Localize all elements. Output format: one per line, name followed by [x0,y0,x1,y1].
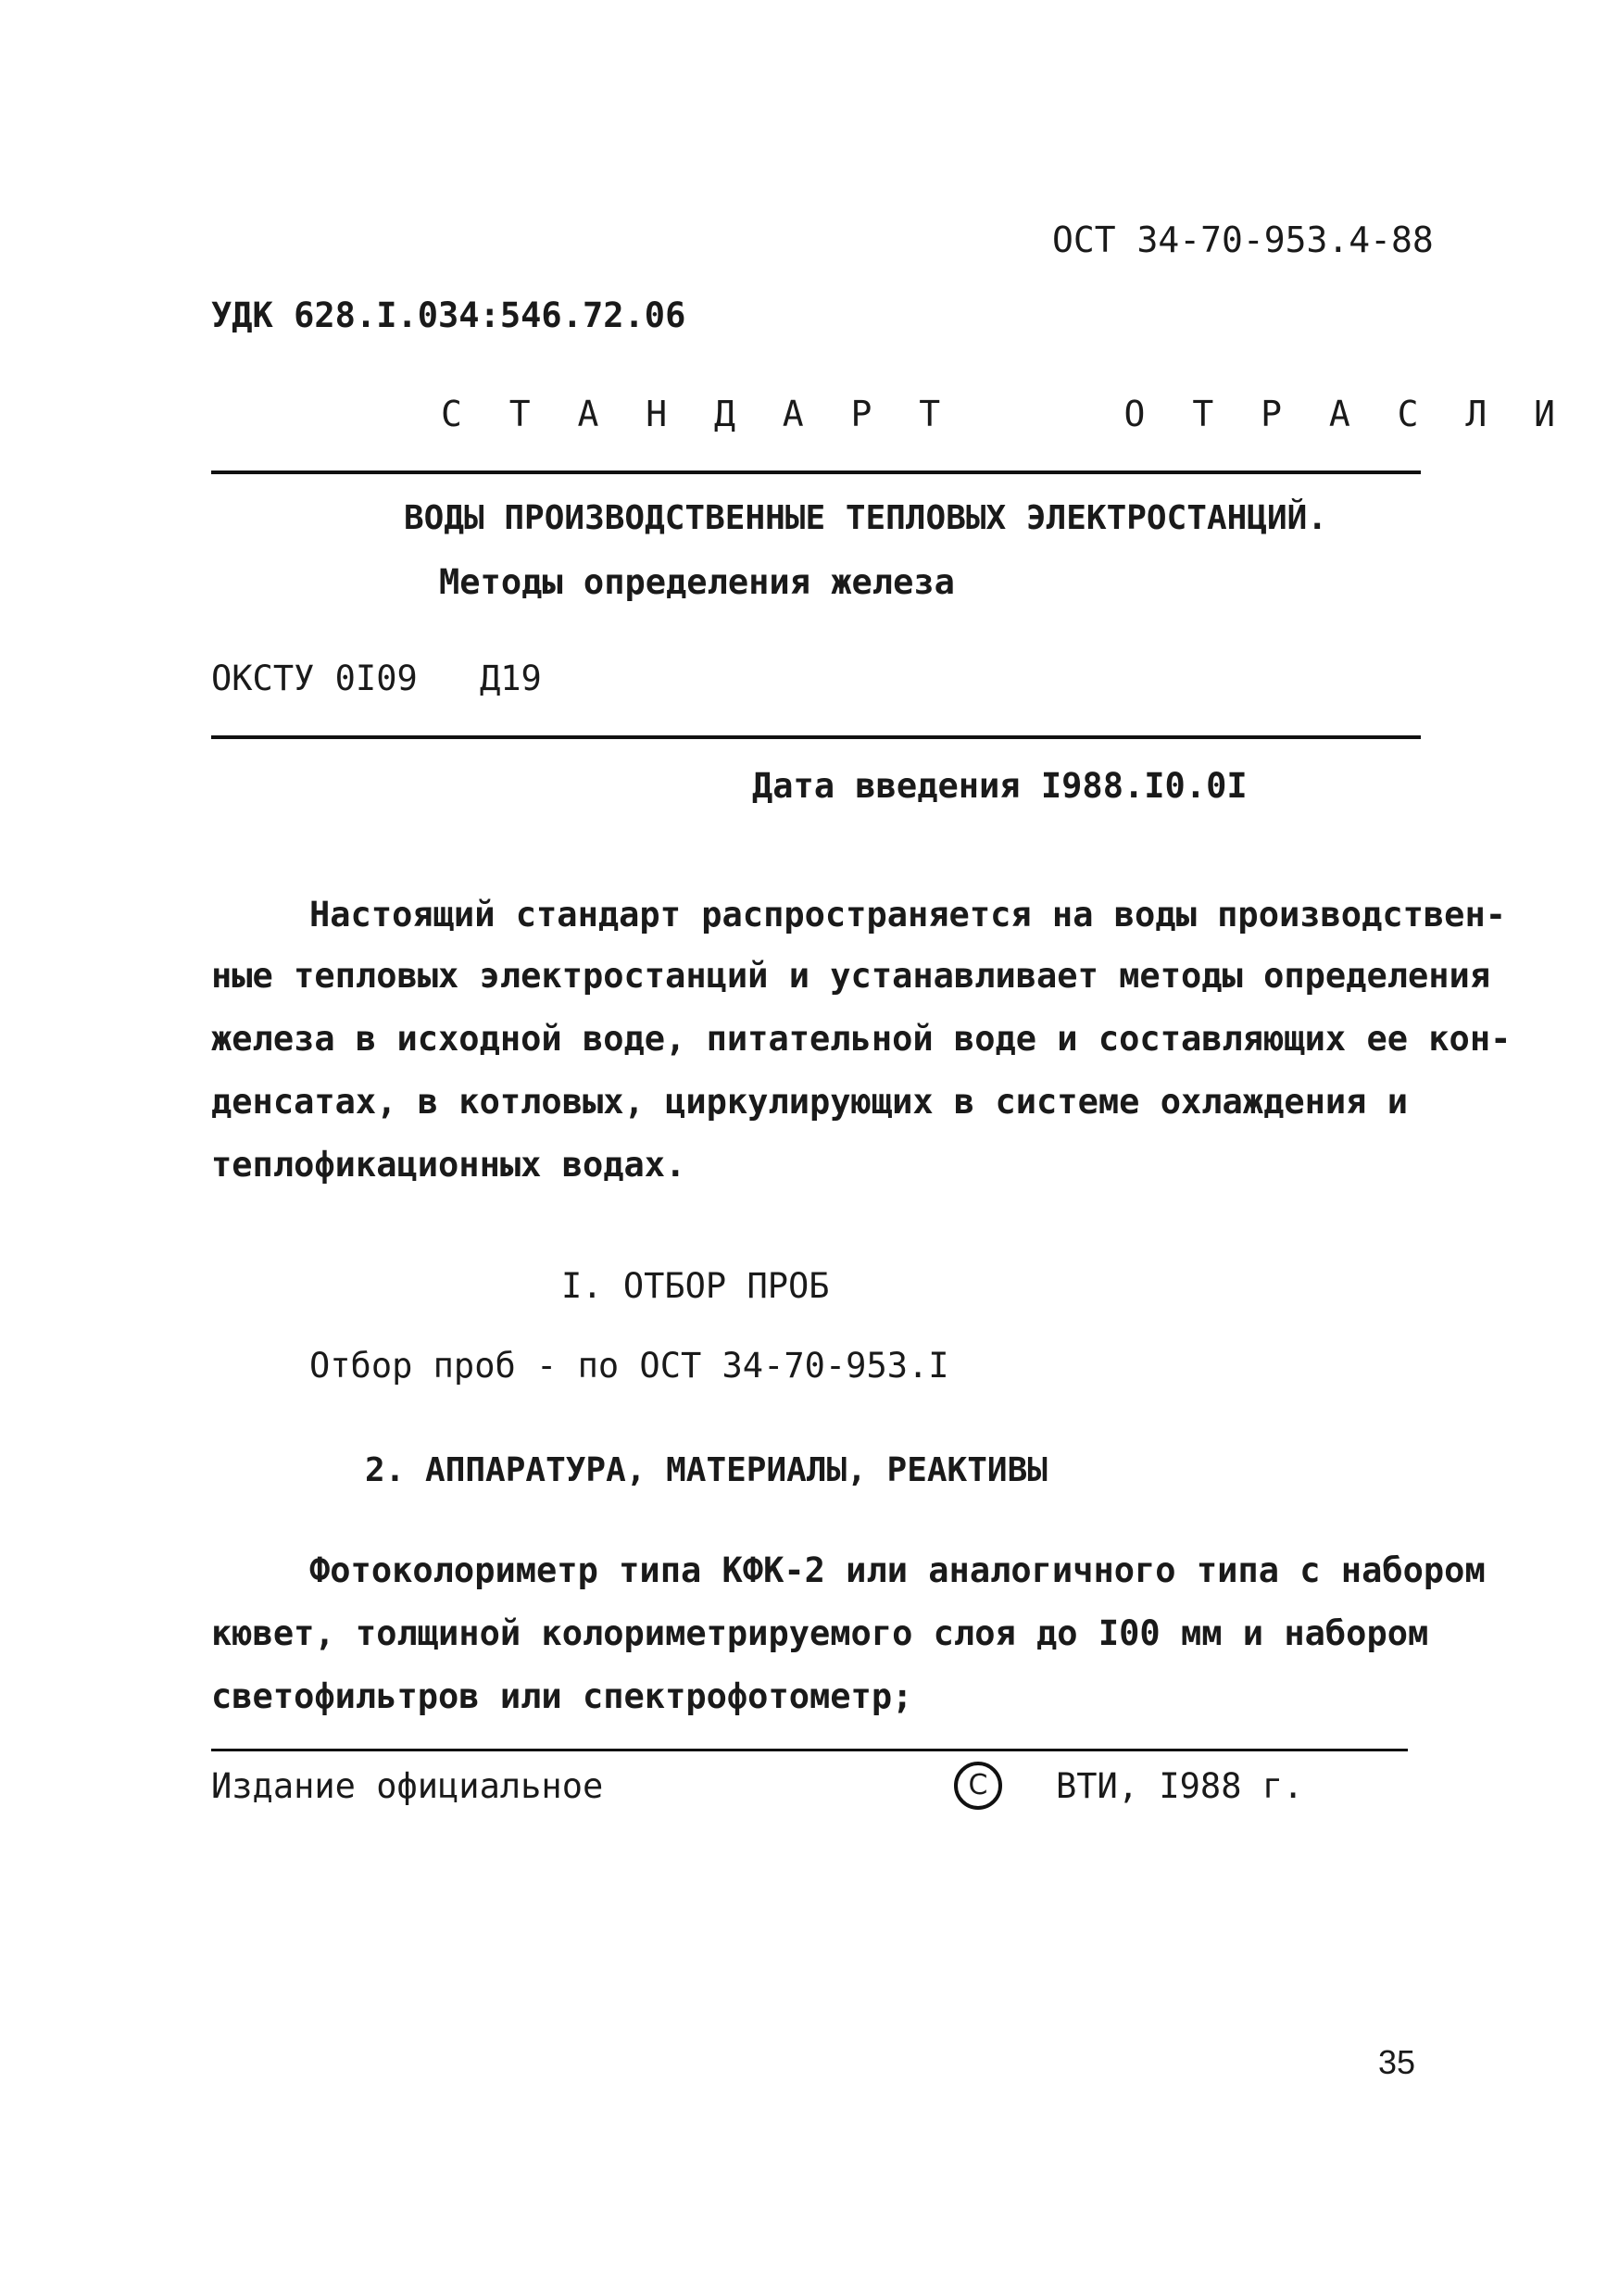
standard-title: С Т А Н Д А Р Т О Т Р А С Л И [441,394,1568,434]
document-subtitle: Методы определения железа [439,562,955,602]
intro-date: Дата введения I988.I0.0I [752,766,1248,806]
classification-code: Д19 [480,659,542,698]
section-2-heading: 2. АППАРАТУРА, МАТЕРИАЛЫ, РЕАКТИВЫ [365,1451,1048,1489]
paragraph-line: теплофикационных водах. [211,1145,686,1185]
section-1-heading: I. ОТБОР ПРОБ [561,1266,830,1306]
page-number: 35 [1378,2043,1416,2081]
edition-label: Издание официальное [211,1766,604,1806]
paragraph-line: Фотоколориметр типа КФК-2 или аналогичного типа с набором [309,1550,1486,1590]
document-title: ВОДЫ ПРОИЗВОДСТВЕННЫЕ ТЕПЛОВЫХ ЭЛЕКТРОСТАНЦИЙ. [404,499,1327,537]
oksu-code: ОКСТУ 0I09 [211,659,418,698]
paragraph-line: денсатах, в котловых, циркулирующих в системе охлаждения и [211,1082,1409,1122]
publisher: ВТИ, I988 г. [1056,1766,1304,1806]
doc-code: ОСТ 34-70-953.4-88 [1052,220,1434,260]
paragraph-line: светофильтров или спектрофотометр; [211,1676,913,1716]
paragraph-line: кювет, толщиной колориметрируемого слоя до I00 мм и набором [211,1613,1429,1653]
paragraph-line: ные тепловых электростанций и устанавливает методы определения [211,956,1491,996]
middle-divider [211,735,1421,739]
udk-code: УДК 628.I.034:546.72.06 [211,295,686,335]
paragraph-line: железа в исходной воде, питательной воде и составляющих ее кон- [211,1019,1512,1059]
copyright-icon: C [954,1762,1002,1810]
footer-divider [211,1749,1408,1751]
paragraph-line: Настоящий стандарт распространяется на воды производствен- [309,895,1507,935]
top-divider [211,470,1421,474]
section-1-text: Отбор проб - по ОСТ 34-70-953.I [309,1346,949,1386]
